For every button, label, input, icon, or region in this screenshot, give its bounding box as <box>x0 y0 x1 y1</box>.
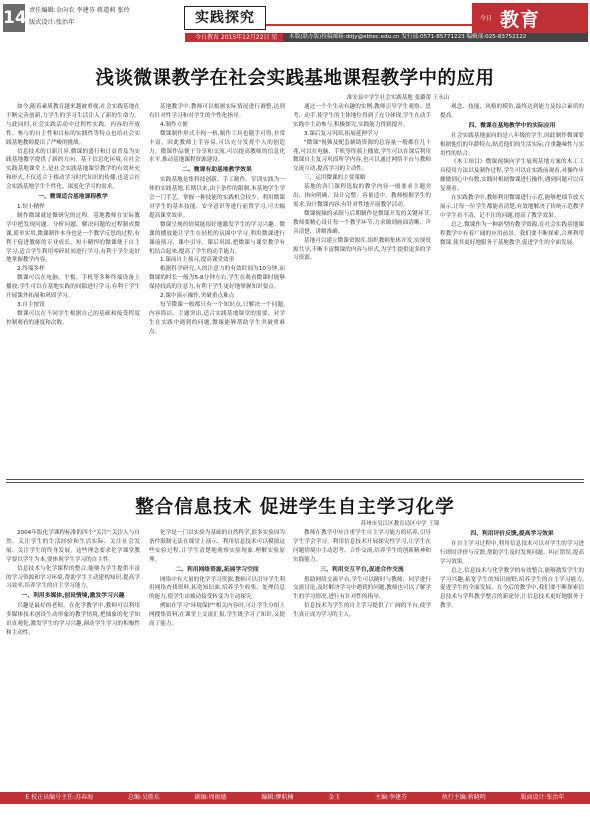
paragraph: 微课可以在电脑、平板、手机等多种终端设备上播放,学生可以在基地实践的间隙进行学习,有利于学生开展课外拓展和巩固学习。 <box>6 275 140 300</box>
contact-info: 本版(联办版)投稿邮箱:ddjy@ebtec.edu.cn 发行部:0571-85771223 编辑部:025-83752122 <box>283 33 588 42</box>
paragraph: 基地教学中,教师可以根据实际情况进行调整,达到有针对性学习和对学生的个性化指导。 <box>149 104 285 119</box>
section-heading: 四、微课在基地教学中的实际应用 <box>468 122 556 129</box>
paragraph: 信息技术的日新月异,微课的盛行和日益普及为实践基地教学提供了新的方向。基于信息化环境,在社会实践基地课堂上,是社会实践基地课堂教学的有效补充和形式,不仅适合于移动学习时代知识的传播,也适合社会实践基地学生个性化、深度化学习的需求。 <box>6 148 140 191</box>
article1-column-1 <box>6 103 140 475</box>
section-title: 实践探究 <box>184 6 266 30</box>
paragraph: 在自主学习过程中,利用信息技术可以对学生的学习进行即时评价与反馈,帮助学生及时发现问题、纠正错误,提高学习效果。 <box>440 540 584 565</box>
header-rule <box>266 24 472 26</box>
paragraph: 观念、技能、风格的模仿,最终达到能力及综合素质的提高。 <box>440 104 584 119</box>
paragraph: 通过一个个生动有趣的实例,教师引导学生观察、思考、动手,使学生的主体地位得到了充分体现,学生在动手实践中主动参与,积极探究,实践能力得到提升。 <box>293 104 431 128</box>
paragraph: 总之,微课作为一种新型的教学资源,在社会实践基地课程教学中有着广阔的应用前景。我们要不断探索,合理利用微课,使其更好地服务于基地教学,促进学生的全面发展。 <box>440 221 584 246</box>
paragraph: 1.课前自主预习,提高课堂效率 <box>160 257 235 264</box>
sub-bar <box>185 33 588 50</box>
paragraph: 信息技术为学生的自主学习提供了广阔的平台,使学生真正成为学习的主人。 <box>293 603 431 619</box>
paragraph: 实践基地是集科技创新、手工制作、军训实践为一体的实践基地,长期以来,由于条件的限制,本基地学生学会一门手艺、掌握一种技能的实践机会较少。利用微课对学生的基本技能、安全意识等进行前置学习,可大幅提高课堂效率。 <box>149 177 285 219</box>
paragraph: 每节微课一般都只有一个知识点,只解决一个问题,内容简洁、主题突出,适合实践基地课堂的需要。对学生在实践中遇到的问题,微课能够帮助学生突破重难点。 <box>149 301 285 335</box>
footer-item: 版面设计:张治年 <box>520 794 565 801</box>
paragraph: 3.课后复习巩固,拓展延伸学习 <box>304 130 379 137</box>
paragraph: 基地的各门课程选取的教学内容一般要求主题突出、指向明确、设计完整、容量适中。教师根据学生的需求,设计微课内容,有针对性地开展教学活动。 <box>293 184 431 208</box>
article1-column-2 <box>149 103 285 475</box>
article1-column-3 <box>293 103 431 475</box>
article2-column-2 <box>149 529 285 787</box>
footer-item: 主编:李建芬 <box>374 794 407 801</box>
footer-item: 总编:吴胜东 <box>127 794 160 801</box>
section-heading: 四、利用评价反馈,提高学习效果 <box>470 531 554 537</box>
issue-date: 今日教育 2015年12月22日 星期二 <box>185 33 283 42</box>
paragraph: 基地可以建立微课资源库,组织教师集体开发,实现资源共享,不断丰富微课的内容与形式,为学生提供更多的学习资源。 <box>293 237 431 262</box>
editor-info <box>29 5 179 29</box>
footer-credits <box>0 792 590 804</box>
paragraph: 如今,随着素质教育越来越被重视,社会实践基地在不断完善创新,力学生的学习生活注入了新的生命力。与此同时,社会实践活动中过程性实践、内容的开放性、参与的自主性和目标的实践性等特点也给社会实践基地教师提出了严峻的挑战。 <box>6 104 140 146</box>
article2-title: 整合信息技术 促进学生自主学习化学 <box>135 497 455 518</box>
section-heading: 三、利用交互平台,促进合作交流 <box>320 566 404 573</box>
article1-column-4 <box>440 103 584 475</box>
paragraph: 4.制作方便 <box>160 121 188 128</box>
footer-item: 副编:周振德 <box>194 794 227 801</box>
paragraph: 兴趣是最好的老师。在化学教学中,教师可以利用多媒体技术创设生动形象的教学情境,把抽象的化学知识直观化,激发学生的学习兴趣,调动学生学习的积极性和主动性。 <box>6 603 140 636</box>
section-heading: 一、微课适合基地课程教学 <box>38 194 108 201</box>
section-heading: 一、利用多媒体,创设情境,激发学习兴趣 <box>21 593 125 600</box>
brand-logo <box>472 3 588 33</box>
paragraph: 在实践教学中,教师利用微课进行示范,能够把细节放大展示,让每一位学生都能看清楚,有效地解决了传统示范教学中学生看不清、记不住的问题,提高了教学效果。 <box>440 195 584 219</box>
paragraph: 微课可以在不同学生根据自己的基础和接受程度控制观看的速度和次数。 <box>6 310 140 326</box>
paragraph: 《木工项目》微课视频向学生展现基地方案的木工工具使用方法以及制作过程,学生可以在实践前观看,对操作步骤做到心中有数,实践时根据微课进行操作,遇到问题可以反复观看。 <box>440 159 584 193</box>
article-divider-2 <box>6 482 584 483</box>
footer-item: 金玉 <box>328 794 341 801</box>
paragraph: 化学是一门以实验为基础的自然科学,很多实验因为条件限制无法在课堂上演示。利用信息技术可以模拟这些实验过程,让学生清楚地观察实验现象,理解实验原理。 <box>149 530 285 563</box>
paragraph: 例如在学习"环境保护"相关内容时,可让学生分组上网搜集资料,在课堂上交流汇报,学生既学习了知识,又提高了能力。 <box>149 603 285 628</box>
article2-byline: 苏州市吴江区教育局区中学 王锦 <box>360 521 440 527</box>
editor-line-1: 责任编辑:金向农 李建芬 蒋道莉 张玲 <box>29 7 130 14</box>
article1-title: 浅谈微课教学在社会实践基地课程教学中的应用 <box>95 68 495 89</box>
article2-column-3 <box>293 529 431 787</box>
paragraph: 总之,信息技术与化学教学的有效整合,能够激发学生的学习兴趣,拓宽学生的知识视野,培养学生的自主学习能力,促进学生的全面发展。在今后的教学中,我们要不断探索信息技术与学科教学整合的新途径,让信息技术更好地服务于教学。 <box>440 567 584 610</box>
brand-big: 教育 <box>500 8 541 31</box>
footer-item: 编辑:缪航楠 <box>261 794 294 801</box>
paragraph: 微课制作形式不拘一格,制作工具也随手可得,非常丰富。因此教师上手容易,可以充分发挥个人的创造力。微课作品便于分享和交流,可以提高教师的信息化水平,推动基地课程资源建设。 <box>149 130 285 164</box>
footer-item: 执行主编:蒋晓明 <box>441 794 486 801</box>
paragraph: 3.自主按钮 <box>17 301 45 308</box>
page-number: 14 <box>3 4 25 32</box>
paragraph: 2004年版化学课程标准的四个"关注":关注人与自然、关注学生的生活经验和生活实际、关注社会发展、关注学生的终身发展。这些理念要求化学课堂教学要以学生为本,要体现学生学习的自主性。 <box>6 530 140 563</box>
paragraph: 2.终端多样 <box>17 266 45 273</box>
paragraph: "微课"视频及配套辅助资源的总容量一般都在几十兆,可以在电脑、手机等终端上播放,学生可以在课后利用微课自主复习巩固所学内容,也可以通过网络平台与教师交流互动,提高学习的主动性。 <box>293 139 431 173</box>
article2-column-1 <box>6 529 140 787</box>
paragraph: 微课视频的录制与后期制作是微课开发的关键环节,教师要精心设计每一个教学环节,力求做到画面清晰、声音清楚、讲解准确。 <box>293 210 431 235</box>
editor-line-2: 版式设计:张治年 <box>29 19 75 26</box>
paragraph: 信息技术与化学课程的整合,能够为学生提供丰富的学习资源和学习环境,帮助学生主动建构知识,提高学习效率,培养学生的自主学习能力。 <box>6 565 140 590</box>
paragraph: 2.课中演示操作,突破重点难点 <box>160 293 235 300</box>
paragraph: 微课呈现的情境能很好地激发学生的学习兴趣。微课的播放能让学生在轻松的氛围中学习,利用微课进行课前预习、课中引导、课后巩固,把微课与课堂教学有机结合起来,提高了学生的动手能力。 <box>149 221 285 255</box>
paragraph: 根据科学研究,人的注意力的有效时间为10分钟,而微课的时长一般为5-8分钟左右,学生在观看微课时能够保持较高的注意力,有利于学生更好地掌握知识要点。 <box>149 266 285 291</box>
brand-small: 今日 <box>479 14 492 22</box>
section-heading: 二、利用网络资源,拓展学习空间 <box>175 566 259 573</box>
paragraph: 社会实践基地面向的是八年级的学生,因此制作微课要根据他们的年龄特点,贴近他们的生活实际,注重趣味性与实用性的结合。 <box>440 132 584 157</box>
footer-item: E 校正员编号主任:苏春海 <box>25 794 94 801</box>
paragraph: 三、运用微课的主要策略 <box>304 175 366 182</box>
paragraph: 制作微课就是微研究的过程。基地教师在实际教学中把发现问题、分析问题、解决问题的过程制成微课,简单实用,微课制作本身也是一个教学反思的过程,有利于促进教师的专业成长。短小精悍的微课便于自主学习,适合学生利用零碎时间进行学习,有利于学生更好地掌握教学内容。 <box>6 212 140 264</box>
article2-column-4 <box>440 529 584 787</box>
paragraph: 教师在教学中应注重学生自主学习能力的培养,引导学生学会学习。利用信息技术开展探究性学习,让学生在问题情境中主动思考、合作交流,培养学生的创新精神和实践能力。 <box>293 530 431 563</box>
article1-byline: 淮安县中学生社会实践基地 张璐蕾 王永山 <box>346 95 450 101</box>
paragraph: 1.短小精悍 <box>17 203 45 210</box>
article-divider <box>6 479 584 480</box>
section-heading: 二、微课有助基地教学效果 <box>182 167 252 174</box>
paragraph: 借助网络交流平台,学生可以随时与教师、同学进行交流讨论,及时解决学习中遇到的问题,教师也可以了解学生的学习情况,进行有针对性的指导。 <box>293 576 431 601</box>
masthead <box>0 0 590 50</box>
paragraph: 网络中有大量的化学学习资源,教师可以引导学生利用网络查找资料,拓宽知识面,培养学生收集、处理信息的能力,使学生由被动接受转变为主动探究。 <box>149 576 285 601</box>
